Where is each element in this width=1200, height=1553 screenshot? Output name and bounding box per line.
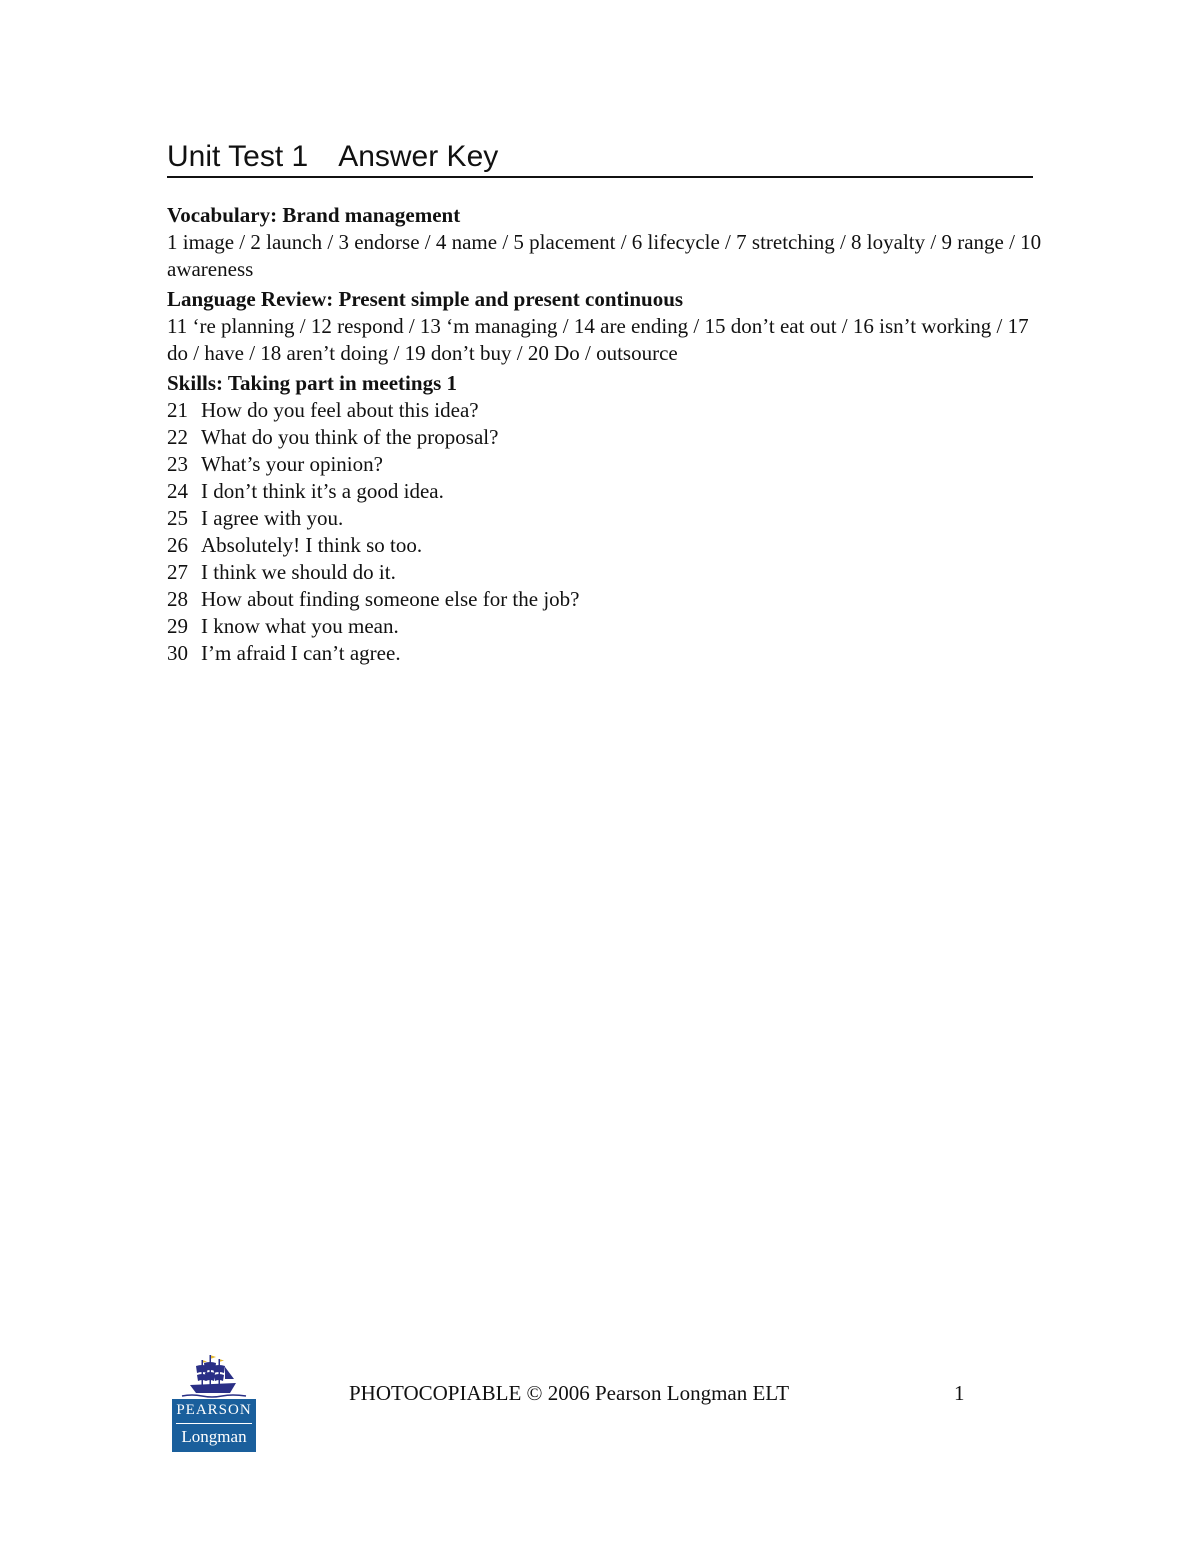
list-item: [167, 478, 1047, 505]
answer-text: What do you think of the proposal?: [201, 425, 499, 449]
page-title: [167, 140, 1033, 178]
pearson-longman-logo: [172, 1353, 256, 1452]
list-item: [167, 586, 1047, 613]
answer-number: 25: [167, 506, 188, 530]
answer-number: 24: [167, 479, 188, 503]
skills-answer-list: [167, 397, 1047, 667]
answer-number: 21: [167, 398, 188, 422]
logo-divider: [176, 1423, 252, 1424]
page-number: 1: [954, 1381, 965, 1405]
ship-icon: [172, 1353, 256, 1399]
section-heading-language-review: Language Review: Present simple and present continuous: [167, 287, 684, 311]
answer-text: How do you feel about this idea?: [201, 398, 479, 422]
list-item: [167, 505, 1047, 532]
logo-box: [172, 1399, 256, 1452]
list-item: [167, 559, 1047, 586]
answer-text: Absolutely! I think so too.: [201, 533, 423, 557]
title-answer-key: Answer Key: [338, 140, 499, 173]
section-body-language-review: 11 ‘re planning / 12 respond / 13 ‘m managing / 14 are ending / 15 don’t eat out / 16 isn’t working / 17 do / have / 18 aren’t doing / 19 don’t buy / 20 Do / outsource: [167, 314, 1029, 365]
list-item: [167, 424, 1047, 451]
footer-copyright: PHOTOCOPIABLE © 2006 Pearson Longman ELT: [349, 1381, 790, 1405]
answer-key-content: [167, 202, 1047, 667]
answer-number: 23: [167, 452, 188, 476]
section-heading-vocabulary: Vocabulary: Brand management: [167, 203, 461, 227]
answer-number: 29: [167, 614, 188, 638]
answer-number: 28: [167, 587, 188, 611]
answer-text: I agree with you.: [201, 506, 344, 530]
list-item: [167, 640, 1047, 667]
logo-longman-text: Longman: [181, 1427, 247, 1446]
title-unit: Unit Test 1: [167, 140, 309, 173]
list-item: [167, 451, 1047, 478]
section-body-vocabulary: 1 image / 2 launch / 3 endorse / 4 name / 5 placement / 6 lifecycle / 7 stretching / 8 loyalty / 9 range / 10 awareness: [167, 230, 1042, 281]
answer-text: How about finding someone else for the job?: [201, 587, 580, 611]
answer-number: 27: [167, 560, 188, 584]
answer-text: I think we should do it.: [201, 560, 396, 584]
section-heading-skills: Skills: Taking part in meetings 1: [167, 371, 457, 395]
answer-number: 26: [167, 533, 188, 557]
answer-text: What’s your opinion?: [201, 452, 383, 476]
answer-text: I don’t think it’s a good idea.: [201, 479, 444, 503]
answer-number: 22: [167, 425, 188, 449]
answer-text: I’m afraid I can’t agree.: [201, 641, 401, 665]
list-item: [167, 532, 1047, 559]
list-item: [167, 613, 1047, 640]
list-item: [167, 397, 1047, 424]
answer-text: I know what you mean.: [201, 614, 399, 638]
logo-pearson-text: PEARSON: [176, 1402, 252, 1418]
answer-number: 30: [167, 641, 188, 665]
